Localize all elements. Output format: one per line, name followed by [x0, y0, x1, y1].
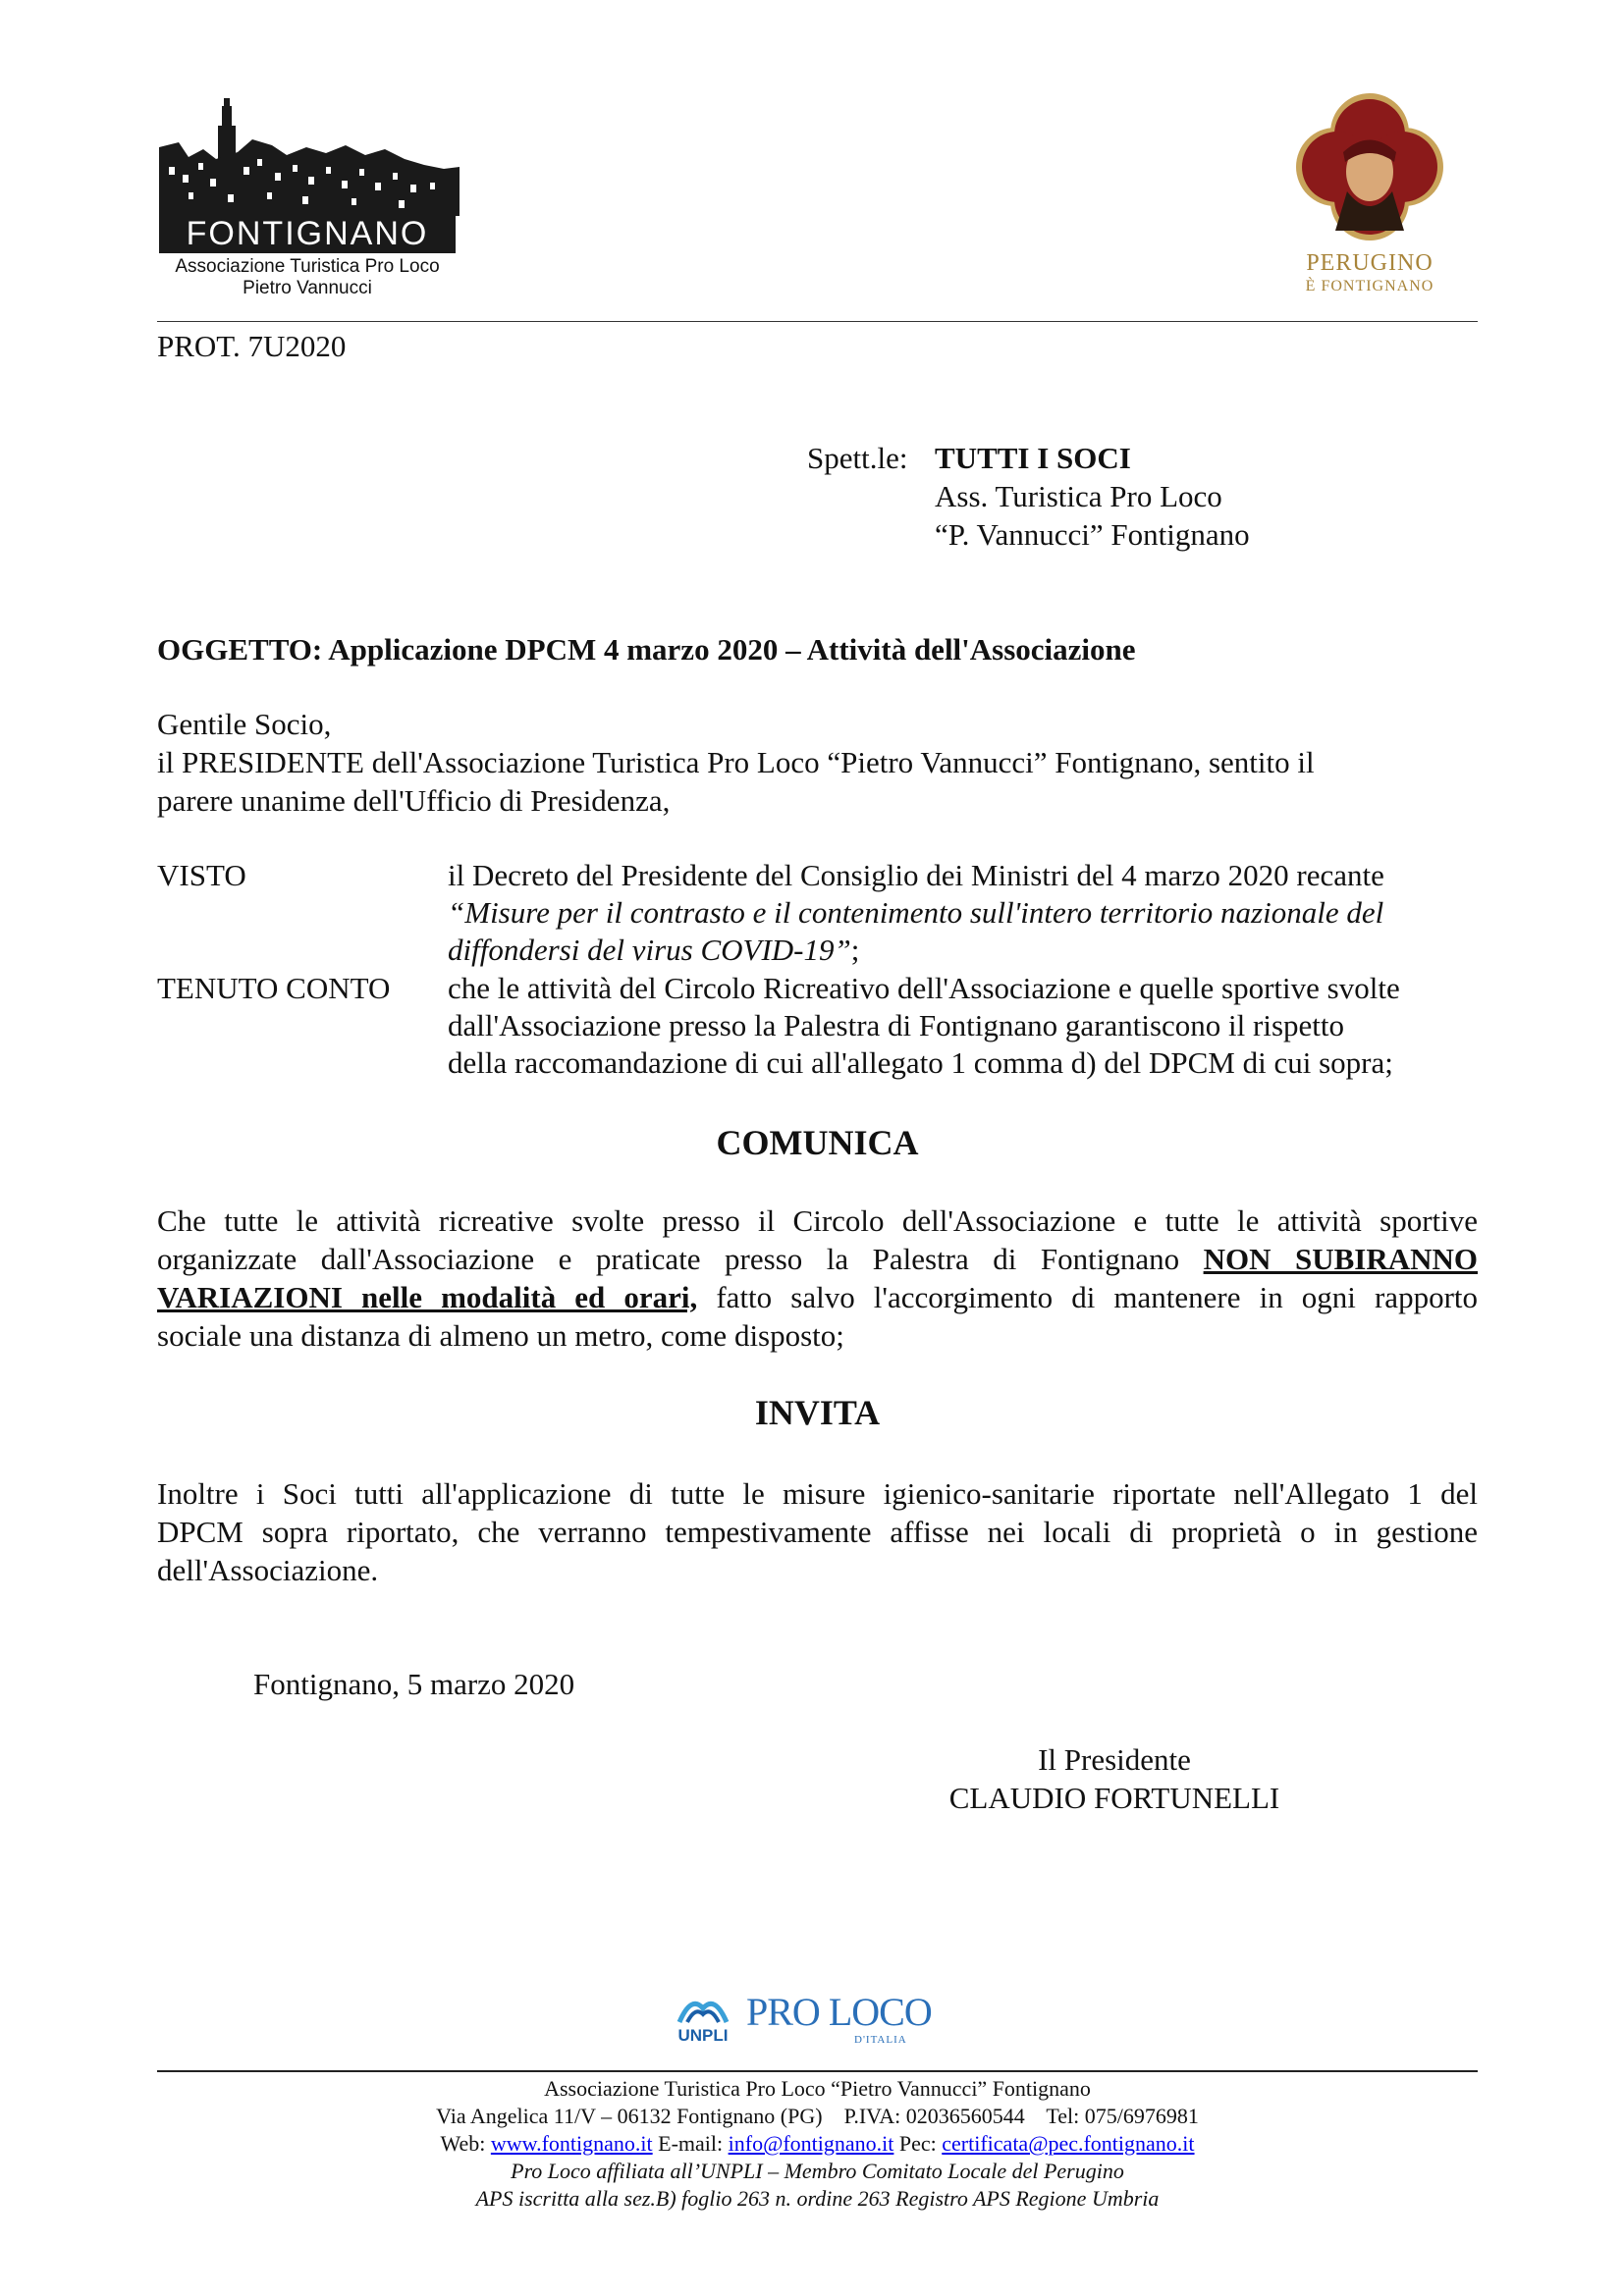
comunica-line3-bold: VARIAZIONI nelle modalità ed orari,: [157, 1280, 698, 1314]
comunica-line2: [157, 1241, 1478, 1278]
proloco-logo-sub: D'ITALIA: [854, 2034, 907, 2046]
footer-pec-link[interactable]: certificata@pec.fontignano.it: [942, 2131, 1195, 2156]
fontignano-logo-name: FONTIGNANO: [186, 215, 429, 252]
place-date: Fontignano, 5 marzo 2020: [253, 1667, 575, 1701]
signature-name: CLAUDIO FORTUNELLI: [948, 1781, 1280, 1815]
visto-line3-italic: diffondersi del virus COVID-19”: [448, 933, 851, 967]
invita-line2: DPCM sopra riportato, che verranno tempestivamente affisse nei locali di proprietà o in gestione: [157, 1515, 1478, 1549]
perugino-logo-line1: PERUGINO: [1306, 250, 1434, 276]
tenuto-label: TENUTO CONTO: [157, 971, 391, 1005]
recipient-label: Spett.le:: [807, 441, 908, 475]
footer-line4: Pro Loco affiliata all’UNPLI – Membro Comitato Locale del Perugino: [511, 2159, 1124, 2183]
footer-web-link[interactable]: www.fontignano.it: [490, 2131, 653, 2156]
footer-web-label: Web:: [440, 2131, 486, 2156]
footer-line1: Associazione Turistica Pro Loco “Pietro Vannucci” Fontignano: [544, 2076, 1091, 2101]
visto-line3-end: ;: [850, 933, 860, 967]
proloco-logo-text: PRO LOCO: [746, 1990, 932, 2034]
unpli-logo: [674, 1991, 732, 2050]
invita-line3: dell'Associazione.: [157, 1553, 379, 1587]
perugino-logo-line2: È FONTIGNANO: [1305, 278, 1434, 294]
unpli-emblem-icon: [674, 1991, 732, 2026]
footer-line2: Via Angelica 11/V – 06132 Fontignano (PG) P.IVA: 02036560544 Tel: 075/6976981: [436, 2104, 1199, 2128]
recipient-line1: TUTTI I SOCI: [935, 441, 1131, 475]
fontignano-logo: [157, 98, 461, 304]
tenuto-line2: dall'Associazione presso la Palestra di Fontignano garantiscono il rispetto: [448, 1008, 1345, 1042]
invita-heading: INVITA: [754, 1393, 881, 1432]
comunica-line2-start: organizzate dall'Associazione e praticate presso la Palestra di Fontignano: [157, 1242, 1180, 1276]
visto-line3: [448, 932, 859, 969]
header-divider: [157, 321, 1478, 322]
recipient-line2: Ass. Turistica Pro Loco: [935, 479, 1222, 513]
proloco-logo: [746, 1989, 933, 2052]
subject: OGGETTO: Applicazione DPCM 4 marzo 2020 – Attività dell'Associazione: [157, 632, 1136, 667]
footer-divider: [157, 2070, 1478, 2072]
invita-line1: Inoltre i Soci tutti all'applicazione di tutte le misure igienico-sanitarie riportate nell'Allegato 1 del: [157, 1476, 1478, 1511]
tenuto-line1: che le attività del Circolo Ricreativo dell'Associazione e quelle sportive svolte: [448, 971, 1400, 1005]
tenuto-line3: della raccomandazione di cui all'allegato 1 comma d) del DPCM di cui sopra;: [448, 1045, 1393, 1080]
visto-line2: “Misure per il contrasto e il contenimento sull'intero territorio nazionale del: [448, 895, 1384, 930]
intro-line1: il PRESIDENTE dell'Associazione Turistica Pro Loco “Pietro Vannucci” Fontignano, sentito il: [157, 745, 1315, 779]
footer-email-label: E-mail:: [658, 2131, 724, 2156]
footer-line5: APS iscritta alla sez.B) foglio 263 n. ordine 263 Registro APS Regione Umbria: [475, 2186, 1160, 2211]
footer-pec-label: Pec:: [898, 2131, 937, 2156]
protocol-number: PROT. 7U2020: [157, 329, 347, 363]
visto-label: VISTO: [157, 858, 246, 892]
comunica-line2-bold: NON SUBIRANNO: [1203, 1242, 1479, 1276]
signature-title: Il Presidente: [1038, 1742, 1191, 1777]
comunica-line3-end: fatto salvo l'accorgimento di mantenere in ogni rapporto: [716, 1280, 1479, 1314]
recipient-line3: “P. Vannucci” Fontignano: [935, 517, 1250, 552]
visto-line1: il Decreto del Presidente del Consiglio dei Ministri del 4 marzo 2020 recante: [448, 858, 1384, 892]
perugino-portrait-icon: [1296, 93, 1443, 240]
comunica-line4: sociale una distanza di almeno un metro, come disposto;: [157, 1318, 844, 1353]
comunica-heading: COMUNICA: [716, 1123, 919, 1162]
greeting: Gentile Socio,: [157, 707, 332, 741]
fontignano-logo-band: [159, 214, 456, 253]
unpli-logo-text: UNPLI: [677, 2026, 729, 2045]
comunica-line3: [157, 1279, 1478, 1316]
intro-line2: parere unanime dell'Ufficio di Presidenza,: [157, 783, 671, 818]
comunica-line1: Che tutte le attività ricreative svolte presso il Circolo dell'Associazione e tutte le attività sportive: [157, 1203, 1478, 1238]
footer-email-link[interactable]: info@fontignano.it: [728, 2131, 894, 2156]
village-skyline-icon: [159, 98, 460, 216]
perugino-logo: [1291, 93, 1448, 304]
footer-line3: [157, 2130, 1478, 2158]
fontignano-logo-line1: Associazione Turistica Pro Loco: [175, 256, 440, 277]
fontignano-logo-line2: Pietro Vannucci: [243, 278, 372, 298]
